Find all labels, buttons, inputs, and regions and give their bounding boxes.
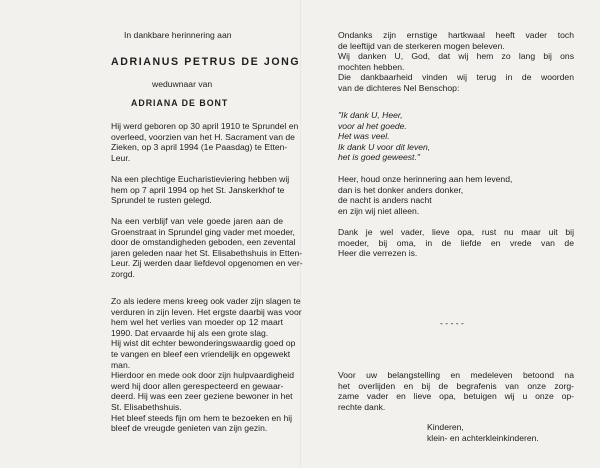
text-line: hem wel het verlies van moeder op 12 maart [111, 317, 283, 328]
signature-line: klein- en achterkleinkinderen. [427, 432, 539, 443]
paragraph-birth [111, 121, 299, 163]
text-line: verduren in zijn leven. Het ergste daarbij was voor [111, 306, 302, 317]
text-line: Die dankbaarheid vinden wij terug in de woorden [338, 72, 574, 83]
verse [338, 174, 574, 216]
verse-line: Heer, houd onze herinnering aan hem levend, [338, 174, 513, 184]
poem-line: voor al het goede. [338, 120, 407, 131]
text-line: Zieken, op 3 april 1994 (1e Paasdag) te Etten- [111, 142, 288, 153]
text-line: overleed, voorzien van het H. Sacrament van de [111, 131, 295, 142]
text-line: moeder, bij oma, in de liefde en vrede van de [338, 237, 574, 248]
deceased-name: ADRIANUS PETRUS DE JONG [111, 56, 301, 68]
text-line: Hij wist dit echter bewonderingswaardig goed op [111, 338, 296, 349]
text-line: Het bleef steeds fijn om hem te bezoeken en hij [111, 412, 293, 423]
text-line: Na een verblijf van vele goede jaren aan de [111, 216, 283, 226]
text-line: Wij danken U, God, dat wij hem zo lang bij ons [338, 51, 574, 62]
text-line: Sprundel te rusten gelegd. [111, 195, 212, 206]
text-line: Leur. Zij werden daar liefdevol opgenomen en ver- [111, 258, 303, 269]
intro-text [338, 30, 574, 94]
signature [427, 422, 539, 443]
text-line: Heer die verrezen is. [338, 248, 418, 259]
text-line: de leeftijd van de sterkeren mogen beleven. [338, 40, 505, 51]
status-text: weduwnaar van [152, 79, 213, 89]
text-line: bleef de vreugde genieten van zijn gezin. [111, 423, 268, 434]
text-line: Leur. [111, 152, 131, 163]
text-line: Voor uw belangstelling en medeleven betoond na [338, 370, 574, 380]
text-line: hem op 7 april 1994 op het St. Janskerkhof te [111, 184, 285, 195]
text-line: mochten hebben. [338, 61, 405, 72]
text-line: werd hij door allen gerespecteerd en gewaar- [111, 380, 284, 391]
poem-line: Ik dank U voor dit leven, [338, 141, 431, 152]
poem-line: Het was veel. [338, 131, 390, 142]
verse-line: de nacht is anders nacht [338, 195, 432, 206]
verse-line: en zijn wij niet alleen. [338, 205, 420, 216]
text-line: Groenstraat in Sprundel ging vader met moeder, [111, 226, 295, 237]
text-line: door de omstandigheden geboden, een zevental [111, 237, 296, 248]
text-line: jaren geleden naar het St. Elisabethshuis in Etten- [111, 247, 303, 258]
separator: - - - - - [440, 318, 464, 328]
paragraph-residence [111, 216, 303, 280]
text-line: deerd. Hij was een zeer geziene bewoner in het [111, 391, 293, 402]
text-line: Hij werd geboren op 30 april 1910 te Sprundel en [111, 121, 299, 131]
poem-line: "Ik dank U, Heer, [338, 110, 403, 120]
text-line: Ondanks zijn ernstige hartkwaal heeft vader toch [338, 30, 574, 40]
text-line: te vangen en bleef een vriendelijk en opgewekt [111, 348, 291, 359]
thanks-text [338, 370, 574, 412]
text-line: het overlijden en bij de begrafenis van onze zorg- [338, 380, 574, 391]
spouse-name: ADRIANA DE BONT [131, 98, 229, 108]
verse-line: dan is het donker anders donker, [338, 184, 464, 195]
paragraph-life [111, 296, 302, 434]
farewell-text [338, 227, 574, 259]
text-line: Na een plechtige Eucharistieviering hebben wij [111, 174, 290, 184]
text-line: St. Elisabethshuis. [111, 401, 182, 412]
text-line: man. [111, 359, 131, 370]
paragraph-funeral [111, 174, 290, 206]
signature-line: Kinderen, [427, 422, 464, 432]
text-line: 1990. Dat ervaarde hij als een grote slag. [111, 327, 269, 338]
heading: In dankbare herinnering aan [124, 30, 232, 40]
poem [338, 110, 574, 163]
text-line: zame vader en lieve opa, betuigen wij u onze op- [338, 391, 574, 402]
text-line: zorgd. [111, 268, 135, 279]
text-line: Dank je wel vader, lieve opa, rust nu maar uit bij [338, 227, 574, 237]
text-line: rechte dank. [338, 401, 386, 412]
text-line: Zo als iedere mens kreeg ook vader zijn slagen te [111, 296, 301, 306]
text-line: van de dichteres Nel Benschop: [338, 82, 460, 93]
card-fold [300, 0, 301, 468]
text-line: Hierdoor en mede ook door zijn hulpvaardigheid [111, 370, 294, 381]
poem-line: het is goed geweest." [338, 152, 420, 163]
